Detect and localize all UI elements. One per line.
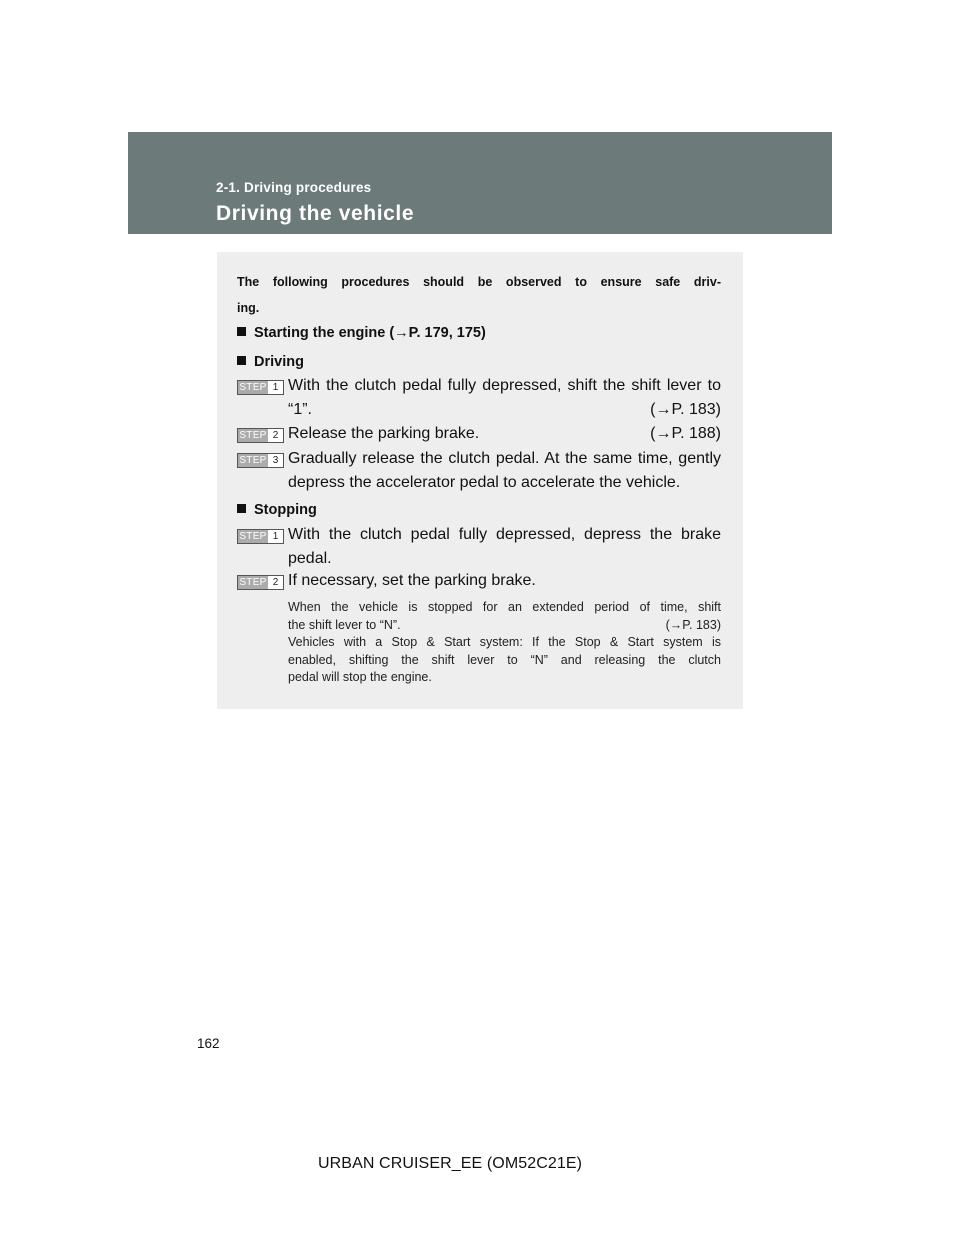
procedure-box bbox=[217, 252, 743, 709]
step-text: “1”. bbox=[288, 401, 312, 418]
heading-starting bbox=[237, 325, 486, 341]
note-text: When the vehicle is stopped for an extended period of time, shift bbox=[288, 600, 721, 614]
driving-step-1 bbox=[288, 374, 721, 422]
step-badge bbox=[237, 529, 284, 544]
step-badge-label: STEP bbox=[239, 577, 267, 588]
bullet-square-icon bbox=[237, 504, 246, 513]
step-badge-number: 2 bbox=[272, 430, 279, 441]
bullet-square-icon bbox=[237, 356, 246, 365]
stopping-step-1 bbox=[288, 523, 721, 571]
step-text: Release the parking brake. bbox=[288, 425, 480, 442]
stopping-note bbox=[288, 599, 721, 687]
section-header bbox=[128, 132, 832, 234]
intro-text bbox=[237, 269, 721, 321]
step-badge-label: STEP bbox=[239, 382, 267, 393]
step-badge-number: 3 bbox=[272, 455, 279, 466]
step-badge-number: 1 bbox=[272, 382, 279, 393]
step-badge-label: STEP bbox=[239, 430, 267, 441]
intro-line-2: ing. bbox=[237, 301, 260, 315]
step-text: If necessary, set the parking brake. bbox=[288, 572, 536, 589]
step-badge bbox=[237, 380, 284, 395]
step-text: depress the accelerator pedal to accelerate the vehicle. bbox=[288, 474, 681, 491]
heading-stopping-label: Stopping bbox=[254, 502, 317, 518]
note-text: the shift lever to “N”. bbox=[288, 617, 401, 632]
heading-driving bbox=[237, 354, 304, 370]
step-badge bbox=[237, 428, 284, 443]
section-label: 2-1. Driving procedures bbox=[216, 180, 372, 195]
step-badge-label: STEP bbox=[239, 531, 267, 542]
heading-starting-label: Starting the engine (→P. 179, 175) bbox=[254, 325, 486, 341]
document-id: URBAN CRUISER_EE (OM52C21E) bbox=[318, 1155, 583, 1172]
heading-stopping bbox=[237, 502, 317, 518]
step-badge-number: 2 bbox=[272, 577, 279, 588]
step-badge bbox=[237, 575, 284, 590]
step-badge-label: STEP bbox=[239, 455, 267, 466]
step-text: Gradually release the clutch pedal. At the same time, gently bbox=[288, 450, 721, 467]
step-badge bbox=[237, 453, 284, 468]
page-reference: (→P. 183) bbox=[650, 401, 721, 418]
page-title: Driving the vehicle bbox=[216, 202, 415, 225]
page-reference: (→P. 188) bbox=[650, 425, 721, 442]
step-text: With the clutch pedal fully depressed, depress the brake bbox=[288, 526, 721, 543]
note-text: Vehicles with a Stop & Start system: If the Stop & Start system is bbox=[288, 635, 721, 649]
driving-step-2 bbox=[288, 422, 721, 446]
note-text: enabled, shifting the shift lever to “N” and releasing the clutch bbox=[288, 652, 721, 667]
intro-line-1: The following procedures should be observed to ensure safe driv- bbox=[237, 275, 721, 289]
step-text: pedal. bbox=[288, 550, 332, 567]
stopping-step-2 bbox=[288, 569, 721, 593]
page-number: 162 bbox=[197, 1036, 220, 1051]
heading-driving-label: Driving bbox=[254, 354, 304, 370]
step-badge-number: 1 bbox=[272, 531, 279, 542]
note-text: pedal will stop the engine. bbox=[288, 670, 432, 684]
driving-step-3 bbox=[288, 447, 721, 495]
step-text: With the clutch pedal fully depressed, shift the shift lever to bbox=[288, 377, 721, 394]
bullet-square-icon bbox=[237, 327, 246, 336]
page-reference: (→P. 183) bbox=[665, 617, 721, 632]
